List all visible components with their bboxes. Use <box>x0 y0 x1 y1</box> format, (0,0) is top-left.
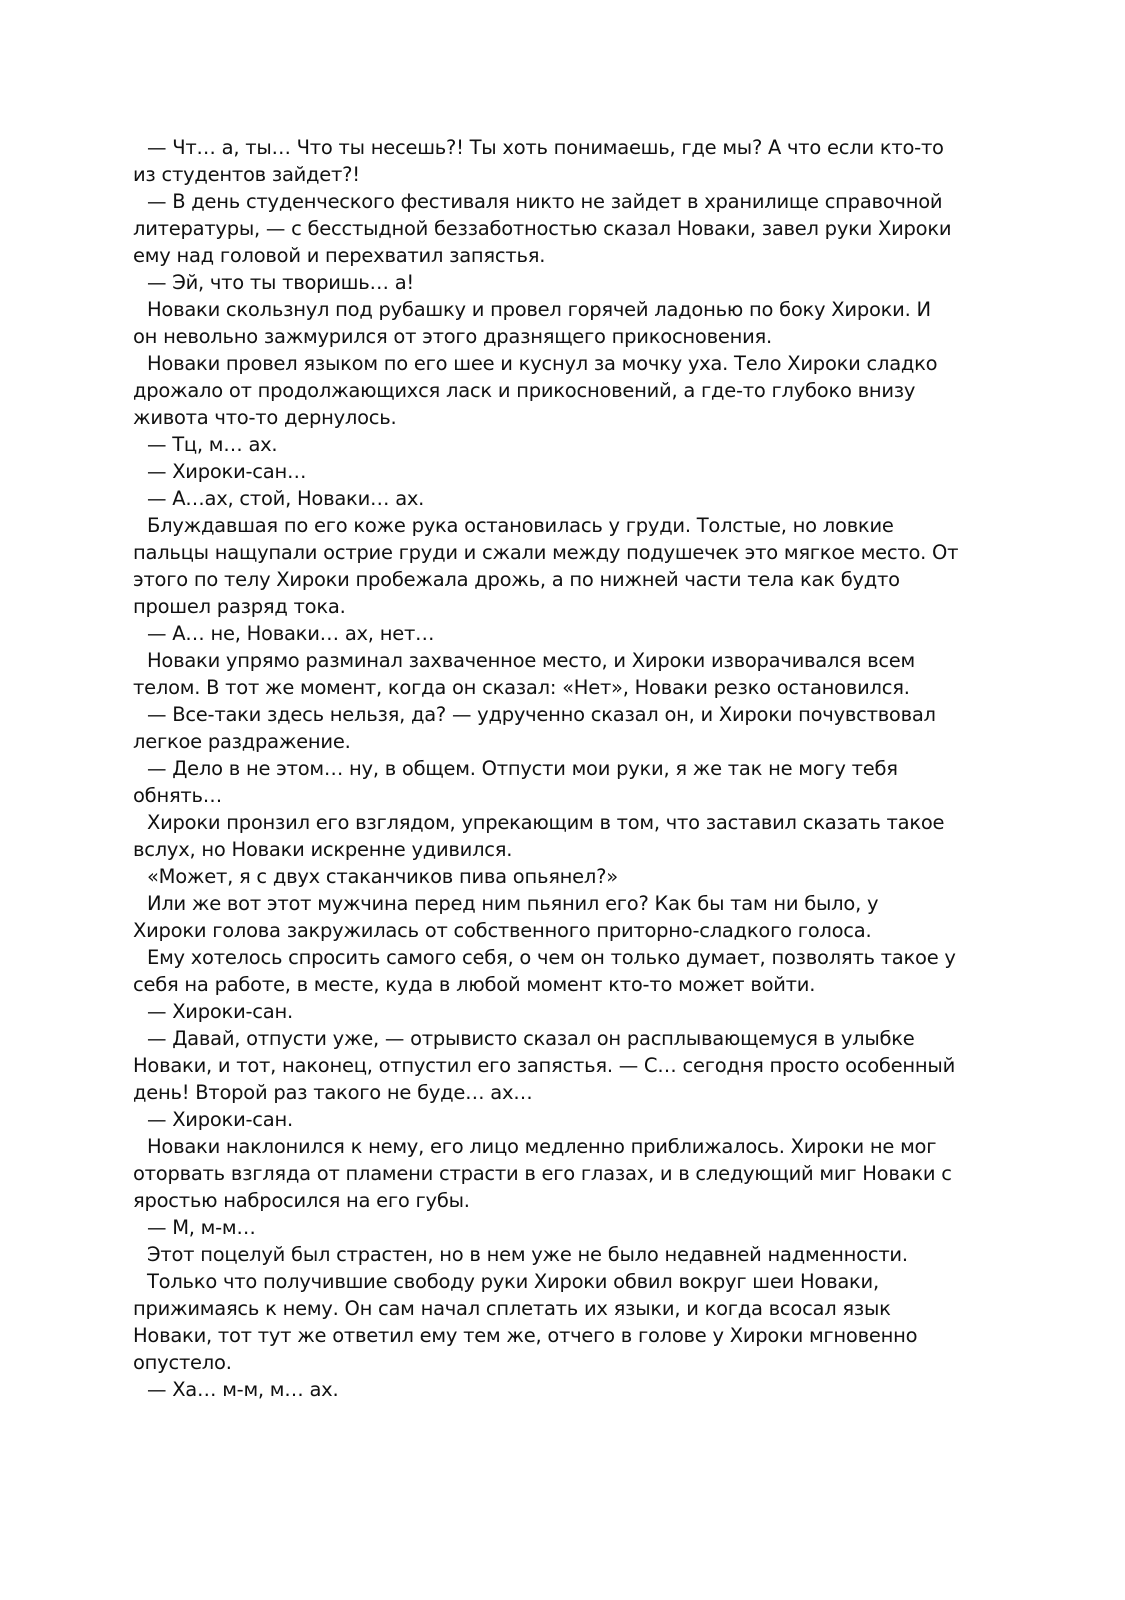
text-line: — Эй, что ты творишь… а! <box>147 271 414 294</box>
text-line: Новаки наклонился к нему, его лицо медленно приближалось. Хироки не мог <box>147 1135 937 1158</box>
text-line: Блуждавшая по его коже рука остановилась у груди. Толстые, но ловкие <box>147 514 894 537</box>
text-line: — Все-таки здесь нельзя, да? — удрученно сказал он, и Хироки почувствовал <box>147 703 936 726</box>
text-line: Новаки провел языком по его шее и куснул за мочку уха. Тело Хироки сладко <box>147 352 938 375</box>
text-line: он невольно зажмурился от этого дразнящего прикосновения. <box>133 325 772 348</box>
text-line: живота что-то дернулось. <box>133 406 397 429</box>
text-line: — Тц, м… ах. <box>147 433 278 456</box>
paragraph <box>133 1214 993 1241</box>
paragraph <box>133 485 993 512</box>
text-line: — Хироки-сан. <box>147 1108 293 1131</box>
text-line: — В день студенческого фестиваля никто не зайдет в хранилище справочной <box>147 190 943 213</box>
text-line: оторвать взгляда от пламени страсти в его глазах, и в следующий миг Новаки с <box>133 1162 952 1185</box>
paragraph <box>133 1376 993 1403</box>
text-line: Новаки скользнул под рубашку и провел горячей ладонью по боку Хироки. И <box>147 298 931 321</box>
paragraph <box>133 1268 993 1376</box>
text-line: литературы, — с бесстыдной беззаботностью сказал Новаки, завел руки Хироки <box>133 217 952 240</box>
text-line: Только что получившие свободу руки Хироки обвил вокруг шеи Новаки, <box>147 1270 879 1293</box>
text-line: Новаки, и тот, наконец, отпустил его запястья. — С… сегодня просто особенный <box>133 1054 955 1077</box>
text-line: Хироки пронзил его взглядом, упрекающим в том, что заставил сказать такое <box>147 811 945 834</box>
text-line: обнять… <box>133 784 223 807</box>
paragraph <box>133 458 993 485</box>
paragraph <box>133 296 993 350</box>
text-line: Этот поцелуй был страстен, но в нем уже не было недавней надменности. <box>147 1243 908 1266</box>
paragraph <box>133 755 993 809</box>
paragraph <box>133 944 993 998</box>
paragraph <box>133 701 993 755</box>
text-line: Ему хотелось спросить самого себя, о чем он только думает, позволять такое у <box>147 946 956 969</box>
text-line: дрожало от продолжающихся ласк и прикосновений, а где-то глубоко внизу <box>133 379 916 402</box>
text-line: Новаки упрямо разминал захваченное место, и Хироки изворачивался всем <box>147 649 915 672</box>
text-line: опустело. <box>133 1351 232 1374</box>
text-line: вслух, но Новаки искренне удивился. <box>133 838 513 861</box>
paragraph <box>133 269 993 296</box>
text-line: ему над головой и перехватил запястья. <box>133 244 546 267</box>
text-line: — Ха… м-м, м… ах. <box>147 1378 339 1401</box>
text-line: яростью набросился на его губы. <box>133 1189 470 1212</box>
text-line: — Хироки-сан. <box>147 1000 293 1023</box>
text-line: день! Второй раз такого не буде… ах… <box>133 1081 533 1104</box>
paragraph <box>133 620 993 647</box>
paragraph <box>133 1106 993 1133</box>
paragraph <box>133 647 993 701</box>
text-line: легкое раздражение. <box>133 730 351 753</box>
text-line: — Дело в не этом… ну, в общем. Отпусти мои руки, я же так не могу тебя <box>147 757 898 780</box>
paragraph <box>133 1025 993 1106</box>
text-line: — М, м-м… <box>147 1216 256 1239</box>
text-line: Новаки, тот тут же ответил ему тем же, отчего в голове у Хироки мгновенно <box>133 1324 918 1347</box>
text-line: себя на работе, в месте, куда в любой момент кто-то может войти. <box>133 973 816 996</box>
text-line: из студентов зайдет?! <box>133 163 360 186</box>
text-line: этого по телу Хироки пробежала дрожь, а по нижней части тела как будто <box>133 568 900 591</box>
paragraph <box>133 512 993 620</box>
paragraph <box>133 431 993 458</box>
paragraph <box>133 863 993 890</box>
paragraph <box>133 890 993 944</box>
text-line: — Чт… а, ты… Что ты несешь?! Ты хоть понимаешь, где мы? А что если кто-то <box>147 136 944 159</box>
text-line: — Хироки-сан… <box>147 460 307 483</box>
text-line: — А…ах, стой, Новаки… ах. <box>147 487 425 510</box>
paragraph <box>133 350 993 431</box>
text-line: прошел разряд тока. <box>133 595 346 618</box>
paragraph <box>133 188 993 269</box>
text-line: прижимаясь к нему. Он сам начал сплетать их языки, и когда всосал язык <box>133 1297 891 1320</box>
document-page <box>133 134 993 1403</box>
text-line: телом. В тот же момент, когда он сказал: «Нет», Новаки резко остановился. <box>133 676 910 699</box>
paragraph <box>133 134 993 188</box>
paragraph <box>133 809 993 863</box>
text-line: — А… не, Новаки… ах, нет… <box>147 622 435 645</box>
paragraph <box>133 1241 993 1268</box>
paragraph <box>133 998 993 1025</box>
paragraph <box>133 1133 993 1214</box>
text-line: — Давай, отпусти уже, — отрывисто сказал он расплывающемуся в улыбке <box>147 1027 915 1050</box>
text-line: пальцы нащупали острие груди и сжали между подушечек это мягкое место. От <box>133 541 959 564</box>
text-line: Или же вот этот мужчина перед ним пьянил его? Как бы там ни было, у <box>147 892 879 915</box>
text-line: Хироки голова закружилась от собственного приторно-сладкого голоса. <box>133 919 872 942</box>
text-line: «Может, я с двух стаканчиков пива опьянел?» <box>147 865 618 888</box>
